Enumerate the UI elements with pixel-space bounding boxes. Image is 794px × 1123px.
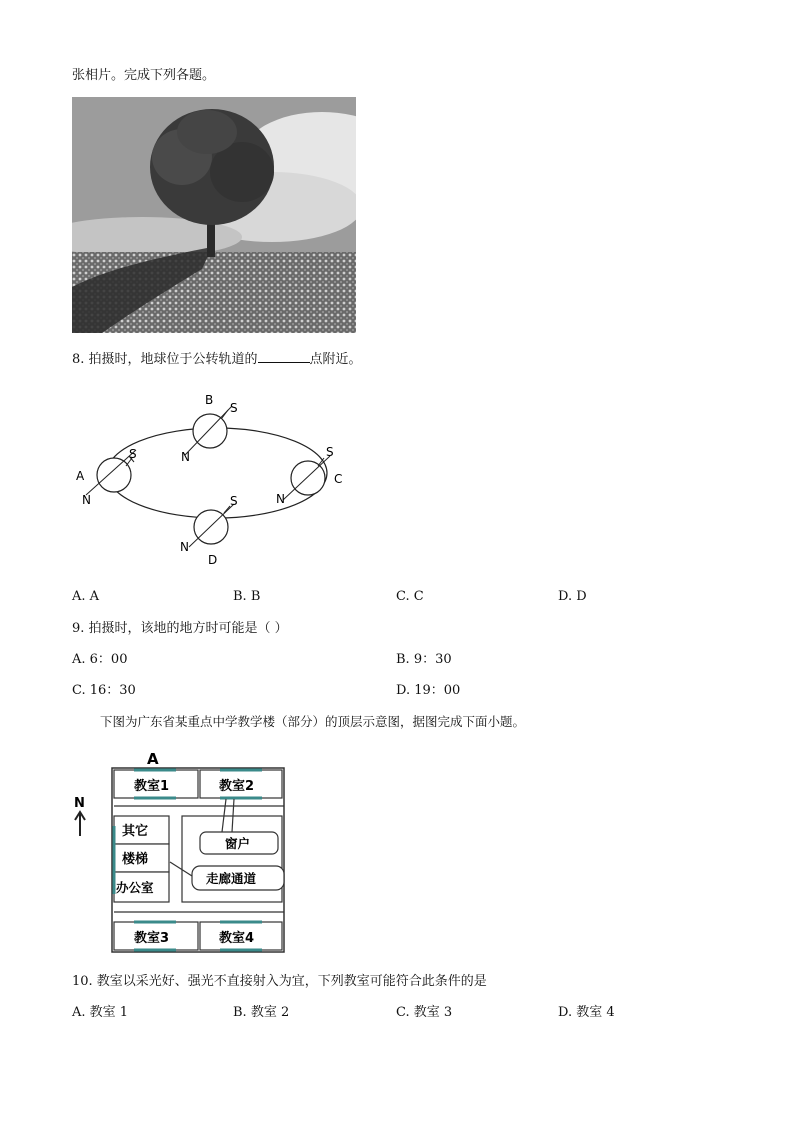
label-b: B bbox=[205, 393, 214, 407]
room-label-2: 教室2 bbox=[219, 779, 255, 794]
label-d-n: N bbox=[180, 540, 189, 554]
side-label-other: 其它 bbox=[122, 824, 149, 839]
earth-d bbox=[189, 504, 234, 547]
earth-c bbox=[283, 456, 330, 500]
q9-option-a[interactable]: A. 6：00 bbox=[72, 652, 128, 667]
side-label-office: 办公室 bbox=[116, 880, 154, 895]
floor-plan bbox=[72, 744, 297, 956]
q8-stem bbox=[72, 350, 362, 368]
q9-option-c[interactable]: C. 16：30 bbox=[72, 683, 136, 698]
room-label-1: 教室1 bbox=[134, 779, 170, 794]
earth-b bbox=[185, 406, 232, 455]
q8-option-a[interactable]: A. A bbox=[72, 589, 100, 604]
callout-corridor: 走廊通道 bbox=[206, 871, 257, 886]
room-label-4: 教室4 bbox=[219, 931, 255, 946]
label-a: A bbox=[76, 469, 85, 483]
callout-window: 窗户 bbox=[225, 836, 251, 851]
label-d-s: S bbox=[230, 494, 238, 508]
q10-option-b[interactable]: B. 教室 2 bbox=[233, 1005, 290, 1020]
label-a-n: N bbox=[82, 493, 91, 507]
q9-stem: 9. 拍摄时，该地的地方时可能是（ ） bbox=[72, 621, 288, 636]
q8-option-b[interactable]: B. B bbox=[233, 589, 261, 604]
room-label-3: 教室3 bbox=[134, 931, 170, 946]
q8-option-d[interactable]: D. D bbox=[558, 589, 587, 604]
side-label-stairs: 楼梯 bbox=[122, 852, 149, 867]
north-label: N bbox=[74, 796, 85, 811]
q8-stem-before: 8. 拍摄时，地球位于公转轨道的 bbox=[72, 352, 258, 367]
q9-option-b[interactable]: B. 9：30 bbox=[396, 652, 452, 667]
q10-option-d[interactable]: D. 教室 4 bbox=[558, 1005, 615, 1020]
orbit-diagram bbox=[72, 388, 362, 573]
q8-answer-blank bbox=[258, 350, 310, 363]
label-b-s: S bbox=[230, 401, 238, 415]
q10-option-c[interactable]: C. 教室 3 bbox=[396, 1005, 453, 1020]
label-c-s: S bbox=[326, 445, 334, 459]
label-c: C bbox=[334, 472, 343, 486]
label-c-n: N bbox=[276, 492, 285, 506]
tree-photo bbox=[72, 97, 356, 333]
label-b-n: N bbox=[181, 450, 190, 464]
q10-stem: 10. 教室以采光好、强光不直接射入为宜，下列教室可能符合此条件的是 bbox=[72, 974, 487, 989]
label-d: D bbox=[208, 553, 218, 567]
passage-text: 下图为广东省某重点中学教学楼（部分）的顶层示意图，据图完成下面小题。 bbox=[100, 714, 526, 729]
q9-option-d[interactable]: D. 19：00 bbox=[396, 683, 461, 698]
q8-stem-after: 点附近。 bbox=[309, 352, 362, 367]
q10-option-a[interactable]: A. 教室 1 bbox=[72, 1005, 129, 1020]
label-a-s: S bbox=[129, 447, 137, 461]
q8-option-c[interactable]: C. C bbox=[396, 589, 424, 604]
label-position-a: A bbox=[147, 750, 159, 768]
intro-text: 张相片。完成下列各题。 bbox=[72, 68, 216, 83]
